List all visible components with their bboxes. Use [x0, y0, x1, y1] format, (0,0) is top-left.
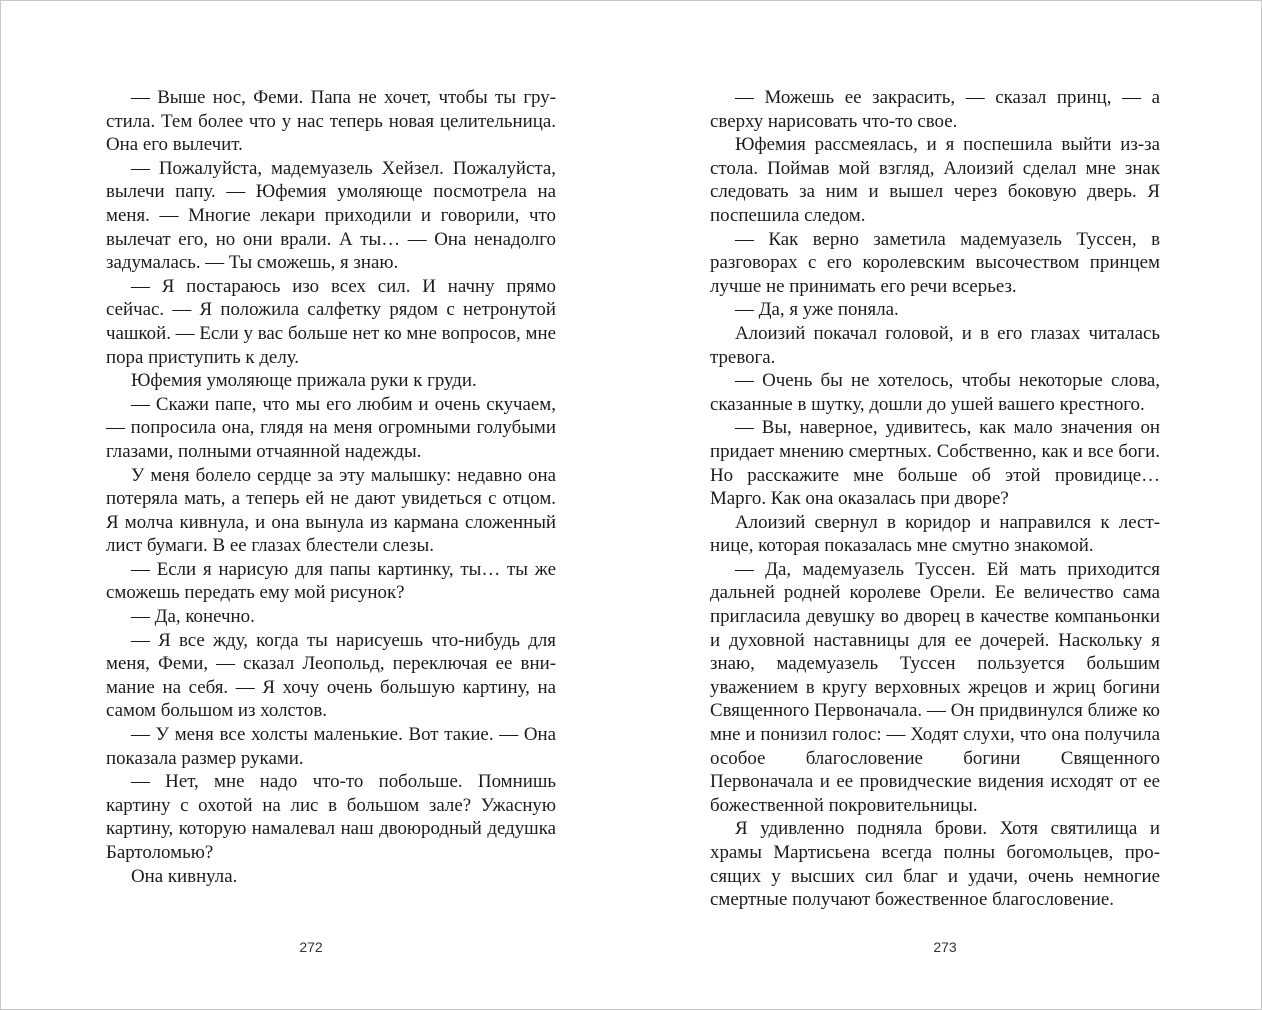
paragraph: — Да, конечно.: [131, 606, 255, 628]
paragraph: Юфемия рассмеялась, и я поспешила выйти из-за стола. Поймав мой взгляд, Алоизий сделал мне знак следовать за ним и вышел через боковую дверь. Я поспешила следом.: [710, 134, 1160, 226]
paragraph: — Очень бы не хотелось, чтобы некоторые слова, сказанные в шутку, дошли до ушей вашего крестного.: [710, 370, 1160, 415]
paragraph: — Да, я уже поняла.: [735, 299, 899, 321]
paragraph: — Выше нос, Феми. Папа не хочет, чтобы ты грустила. Тем более что у нас теперь новая целительница. Она его вылечит.: [106, 87, 556, 156]
page-number-right: 273: [933, 939, 957, 955]
paragraph: — Если я нарисую для папы картинку, ты… ты же сможешь передать ему мой рисунок?: [106, 558, 556, 604]
paragraph: — Я все жду, когда ты нарисуешь что-нибудь для меня, Феми, — сказал Леопольд, переключая ее внимание на себя. — Я хочу очень большую картину, на самом большом из холстов.: [106, 629, 556, 722]
paragraph: — Вы, наверное, удивитесь, как мало значения он придает мнению смертных. Собственно, как и все боги. Но расскажите мне больше об этой провидице… Марго. Как она оказалась при дворе?: [710, 417, 1160, 510]
left-page-text: [106, 86, 556, 888]
paragraph: У меня болело сердце за эту малышку: недавно она потеряла мать, а теперь ей не дают увидеться с отцом. Я молча кивнула, и она вынула из кармана сложенный лист бумаги. В ее глазах блестели слезы.: [106, 464, 556, 557]
page-number-left: 272: [299, 939, 323, 955]
paragraph: — Я постараюсь изо всех сил. И начну прямо сейчас. — Я положила салфетку рядом с нетронутой чашкой. — Если у вас больше нет ко мне вопросов, мне пора приступить к делу.: [106, 275, 556, 368]
paragraph: — Да, мадемуазель Туссен. Ей мать приходится дальней родней королеве Орели. Ее величество сама пригласила девушку во дворец в качестве компаньонки и духовной наставницы для ее дочерей. Наскольку я знаю, мадемуазель Туссен пользуется большим уважением в кругу верховных жрецов и жриц богини Священного Первоначала. — Он придвинулся ближе ко мне и понизил голос: — Ходят слухи, что она получила особое благословение богини Священного Первоначала и ее провидческие видения исходят от ее божественной покровительницы.: [710, 558, 1160, 816]
paragraph: — У меня все холсты маленькие. Вот такие. — Она показала размер руками.: [106, 724, 556, 769]
paragraph: — Скажи папе, что мы его любим и очень скучаем, — попросила она, глядя на меня огромными голубыми глазами, полными отчаянной надежды.: [106, 393, 556, 462]
paragraph: — Можешь ее закрасить, — сказал принц, — а сверху нарисовать что-то свое.: [710, 87, 1160, 132]
paragraph: Я удивленно подняла брови. Хотя святилища и храмы Мартисьена всегда полны богомольцев, просящих у высших сил благ и удачи, очень немногие смертные получают божественное благословение.: [710, 818, 1160, 911]
right-page-text: [710, 86, 1160, 912]
paragraph: Алоизий свернул в коридор и направился к лестнице, которая показалась мне смутно знакомой.: [710, 511, 1160, 557]
paragraph: Она кивнула.: [131, 865, 238, 887]
paragraph: Юфемия умоляюще прижала руки к груди.: [131, 370, 477, 392]
paragraph: Алоизий покачал головой, и в его глазах читалась тревога.: [710, 322, 1160, 368]
paragraph: — Пожалуйста, мадемуазель Хейзел. Пожалуйста, вылечи папу. — Юфемия умоляюще посмотрела на меня. — Многие лекари приходили и говорили, что вылечат его, но они врали. А ты… — Она ненадолго задумалась. — Ты сможешь, я знаю.: [106, 157, 556, 274]
paragraph: — Нет, мне надо что-то побольше. Помнишь картину с охотой на лис в большом зале? Ужасную картину, которую намалевал наш двоюродный дедушка Бартоломью?: [106, 771, 556, 863]
paragraph: — Как верно заметила мадемуазель Туссен, в разговорах с его королевским высочеством принцем лучше не принимать его речи всерьез.: [710, 228, 1160, 297]
